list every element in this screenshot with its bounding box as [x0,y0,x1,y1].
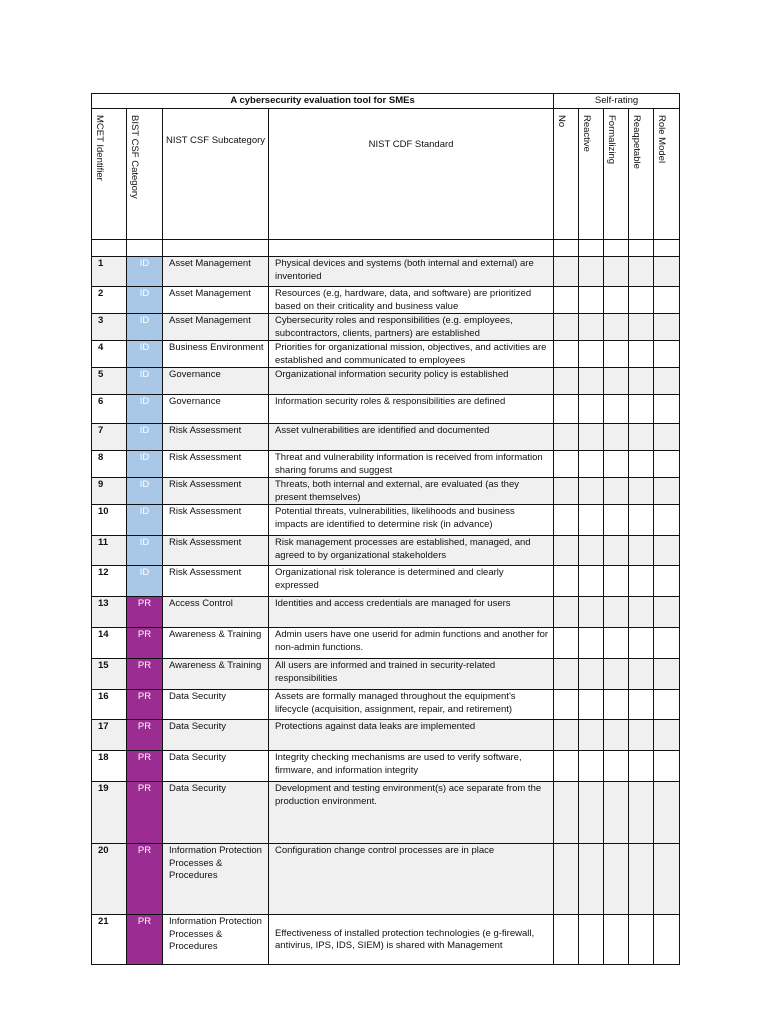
table-row [92,659,680,690]
mcet-identifier-cell: 13 [92,597,127,628]
rating-cell-repeatable[interactable] [629,536,654,566]
rating-cell-role-model[interactable] [654,915,680,965]
spacer-cell [604,240,629,257]
spacer-cell [579,240,604,257]
rating-cell-formalizing[interactable] [604,690,629,720]
table-row [92,314,680,341]
rating-cell-formalizing[interactable] [604,451,629,478]
spacer-cell [629,240,654,257]
rating-cell-repeatable[interactable] [629,505,654,536]
standard-cell: Risk management processes are established, managed, and agreed to by organizational stakeholders [269,536,554,566]
spacer-cell [654,240,680,257]
subcategory-cell: Awareness & Training [163,659,269,690]
rating-cell-no[interactable] [554,287,579,314]
rating-cell-reactive[interactable] [579,368,604,395]
standard-cell: Organizational information security policy is established [269,368,554,395]
rating-cell-repeatable[interactable] [629,287,654,314]
rating-cell-role-model[interactable] [654,424,680,451]
rating-cell-reactive[interactable] [579,314,604,341]
self-rating-header: Self-rating [554,94,680,109]
mcet-identifier-cell: 16 [92,690,127,720]
table-row [92,451,680,478]
table-row [92,628,680,659]
standard-cell: Assets are formally managed throughout the equipment's lifecycle (acquisition, assignment, repair, and retirement) [269,690,554,720]
subcategory-cell: Risk Assessment [163,536,269,566]
rating-cell-no[interactable] [554,368,579,395]
rating-cell-role-model[interactable] [654,720,680,751]
rating-cell-repeatable[interactable] [629,451,654,478]
table-row [92,395,680,424]
rating-cell-repeatable[interactable] [629,690,654,720]
rating-cell-role-model[interactable] [654,782,680,844]
subcategory-cell: Risk Assessment [163,451,269,478]
category-cell: PR [127,782,163,844]
standard-cell: Threats, both internal and external, are evaluated (as they present themselves) [269,478,554,505]
standard-cell: Cybersecurity roles and responsibilities (e.g. employees, subcontractors, clients, partners) are established [269,314,554,341]
mcet-identifier-cell: 5 [92,368,127,395]
mcet-identifier-cell: 11 [92,536,127,566]
spacer-cell [554,240,579,257]
rating-cell-formalizing[interactable] [604,257,629,287]
rating-cell-reactive[interactable] [579,536,604,566]
rating-cell-role-model[interactable] [654,566,680,597]
rating-cell-reactive[interactable] [579,395,604,424]
rating-cell-reactive[interactable] [579,478,604,505]
rating-cell-role-model[interactable] [654,505,680,536]
table-row [92,478,680,505]
rating-cell-repeatable[interactable] [629,751,654,782]
rating-cell-reactive[interactable] [579,915,604,965]
rating-cell-role-model[interactable] [654,659,680,690]
header-rating-repeatable: Reaqpetable [629,109,654,240]
rating-cell-formalizing[interactable] [604,395,629,424]
rating-cell-reactive[interactable] [579,505,604,536]
category-cell: ID [127,566,163,597]
category-cell: ID [127,536,163,566]
rating-cell-no[interactable] [554,751,579,782]
header-nist-subcategory: NIST CSF Subcategory [163,109,269,240]
rating-cell-role-model[interactable] [654,451,680,478]
mcet-identifier-cell: 2 [92,287,127,314]
mcet-identifier-cell: 10 [92,505,127,536]
mcet-identifier-cell: 1 [92,257,127,287]
table-title: A cybersecurity evaluation tool for SMEs [92,94,554,109]
subcategory-cell: Asset Management [163,314,269,341]
mcet-identifier-cell: 4 [92,341,127,368]
category-cell: ID [127,451,163,478]
table-row [92,566,680,597]
rating-cell-repeatable[interactable] [629,478,654,505]
category-cell: ID [127,341,163,368]
mcet-identifier-cell: 3 [92,314,127,341]
rating-cell-repeatable[interactable] [629,844,654,915]
mcet-identifier-cell: 15 [92,659,127,690]
rating-cell-reactive[interactable] [579,341,604,368]
rating-cell-role-model[interactable] [654,395,680,424]
header-rating-role-model: Role Model [654,109,680,240]
subcategory-cell: Risk Assessment [163,478,269,505]
standard-cell: Organizational risk tolerance is determined and clearly expressed [269,566,554,597]
standard-cell: Integrity checking mechanisms are used to verify software, firmware, and information integrity [269,751,554,782]
category-cell: PR [127,690,163,720]
rating-cell-no[interactable] [554,690,579,720]
rating-cell-role-model[interactable] [654,257,680,287]
rating-cell-role-model[interactable] [654,690,680,720]
subcategory-cell: Data Security [163,751,269,782]
table-row [92,751,680,782]
rating-cell-no[interactable] [554,628,579,659]
rating-cell-formalizing[interactable] [604,659,629,690]
spacer-cell [127,240,163,257]
rating-cell-formalizing[interactable] [604,628,629,659]
rating-cell-repeatable[interactable] [629,368,654,395]
mcet-identifier-cell: 21 [92,915,127,965]
table-row [92,257,680,287]
standard-cell: All users are informed and trained in security-related responsibilities [269,659,554,690]
rating-cell-reactive[interactable] [579,782,604,844]
standard-cell: Development and testing environment(s) ace separate from the production environment. [269,782,554,844]
rating-cell-repeatable[interactable] [629,424,654,451]
mcet-identifier-cell: 17 [92,720,127,751]
rating-cell-reactive[interactable] [579,424,604,451]
rating-cell-reactive[interactable] [579,690,604,720]
category-cell: ID [127,505,163,536]
table-row [92,368,680,395]
table-row [92,844,680,915]
rating-cell-reactive[interactable] [579,257,604,287]
subcategory-cell: Access Control [163,597,269,628]
rating-cell-repeatable[interactable] [629,314,654,341]
rating-cell-formalizing[interactable] [604,478,629,505]
rating-cell-formalizing[interactable] [604,314,629,341]
rating-cell-no[interactable] [554,536,579,566]
rating-cell-role-model[interactable] [654,314,680,341]
category-cell: PR [127,628,163,659]
rating-cell-repeatable[interactable] [629,257,654,287]
rating-cell-no[interactable] [554,424,579,451]
category-cell: ID [127,478,163,505]
rating-cell-repeatable[interactable] [629,782,654,844]
table-row [92,915,680,965]
subcategory-cell: Risk Assessment [163,424,269,451]
rating-cell-no[interactable] [554,478,579,505]
evaluation-table [91,93,680,965]
standard-cell: Resources (e.g, hardware, data, and software) are prioritized based on their criticality and business value [269,287,554,314]
table-row [92,597,680,628]
rating-cell-formalizing[interactable] [604,566,629,597]
spacer-cell [163,240,269,257]
rating-cell-repeatable[interactable] [629,597,654,628]
category-cell: PR [127,915,163,965]
standard-cell: Physical devices and systems (both internal and external) are inventoried [269,257,554,287]
rating-cell-repeatable[interactable] [629,566,654,597]
mcet-identifier-cell: 14 [92,628,127,659]
rating-cell-reactive[interactable] [579,451,604,478]
rating-cell-formalizing[interactable] [604,368,629,395]
rating-cell-formalizing[interactable] [604,915,629,965]
rating-cell-formalizing[interactable] [604,424,629,451]
standard-cell: Effectiveness of installed protection technologies (e g-firewall, antivirus, IPS, IDS, SIEM) is shared with Management [269,915,554,965]
subcategory-cell: Asset Management [163,287,269,314]
rating-cell-no[interactable] [554,395,579,424]
category-cell: ID [127,257,163,287]
rating-cell-reactive[interactable] [579,287,604,314]
rating-cell-role-model[interactable] [654,844,680,915]
spacer-cell [92,240,127,257]
subcategory-cell: Risk Assessment [163,566,269,597]
rating-cell-no[interactable] [554,720,579,751]
rating-cell-no[interactable] [554,597,579,628]
rating-cell-reactive[interactable] [579,628,604,659]
rating-cell-no[interactable] [554,782,579,844]
standard-cell: Threat and vulnerability information is received from information sharing forums and suggest [269,451,554,478]
standard-cell: Admin users have one userid for admin functions and another for non-admin functions. [269,628,554,659]
rating-cell-formalizing[interactable] [604,782,629,844]
standard-cell: Protections against data leaks are implemented [269,720,554,751]
standard-cell: Priorities for organizational mission, objectives, and activities are established and communicated to employees [269,341,554,368]
subcategory-cell: Asset Management [163,257,269,287]
rating-cell-formalizing[interactable] [604,505,629,536]
mcet-identifier-cell: 12 [92,566,127,597]
rating-cell-no[interactable] [554,257,579,287]
rating-cell-formalizing[interactable] [604,287,629,314]
table-row [92,536,680,566]
subcategory-cell: Business Environment [163,341,269,368]
rating-cell-no[interactable] [554,659,579,690]
category-cell: PR [127,659,163,690]
category-cell: PR [127,720,163,751]
mcet-identifier-cell: 18 [92,751,127,782]
subcategory-cell: Information Protection Processes & Procedures [163,844,269,915]
table-row [92,424,680,451]
category-cell: PR [127,751,163,782]
rating-cell-formalizing[interactable] [604,341,629,368]
subcategory-cell: Governance [163,395,269,424]
rating-cell-repeatable[interactable] [629,720,654,751]
category-cell: PR [127,597,163,628]
spacer-row [92,240,680,257]
standard-cell: Identities and access credentials are managed for users [269,597,554,628]
category-cell: PR [127,844,163,915]
header-rating-reactive: Reactive [579,109,604,240]
category-cell: ID [127,424,163,451]
subcategory-cell: Risk Assessment [163,505,269,536]
rating-cell-formalizing[interactable] [604,597,629,628]
table-body [92,240,680,965]
subcategory-cell: Data Security [163,690,269,720]
rating-cell-formalizing[interactable] [604,720,629,751]
rating-cell-no[interactable] [554,566,579,597]
category-cell: ID [127,395,163,424]
rating-cell-repeatable[interactable] [629,395,654,424]
rating-cell-reactive[interactable] [579,844,604,915]
subcategory-cell: Governance [163,368,269,395]
mcet-identifier-cell: 20 [92,844,127,915]
header-mcet-identifier: MCET Identifier [92,109,127,240]
rating-cell-no[interactable] [554,844,579,915]
rating-cell-role-model[interactable] [654,597,680,628]
rating-cell-reactive[interactable] [579,597,604,628]
table-row [92,690,680,720]
standard-cell: Information security roles & responsibilities are defined [269,395,554,424]
mcet-identifier-cell: 7 [92,424,127,451]
rating-cell-repeatable[interactable] [629,341,654,368]
rating-cell-reactive[interactable] [579,659,604,690]
category-cell: ID [127,314,163,341]
standard-cell: Configuration change control processes are in place [269,844,554,915]
rating-cell-role-model[interactable] [654,628,680,659]
table-row [92,720,680,751]
subcategory-cell: Data Security [163,720,269,751]
rating-cell-reactive[interactable] [579,751,604,782]
rating-cell-repeatable[interactable] [629,915,654,965]
mcet-identifier-cell: 6 [92,395,127,424]
header-bist-category: BIST CSF Category [127,109,163,240]
rating-cell-no[interactable] [554,451,579,478]
rating-cell-no[interactable] [554,314,579,341]
mcet-identifier-cell: 8 [92,451,127,478]
rating-cell-no[interactable] [554,341,579,368]
mcet-identifier-cell: 19 [92,782,127,844]
rating-cell-role-model[interactable] [654,287,680,314]
category-cell: ID [127,368,163,395]
rating-cell-repeatable[interactable] [629,659,654,690]
table-row [92,782,680,844]
rating-cell-no[interactable] [554,505,579,536]
rating-cell-formalizing[interactable] [604,536,629,566]
header-nist-standard: NIST CDF Standard [269,109,554,240]
standard-cell: Asset vulnerabilities are identified and documented [269,424,554,451]
rating-cell-formalizing[interactable] [604,751,629,782]
header-rating-formalizing: Formalizing [604,109,629,240]
standard-cell: Potential threats, vulnerabilities, likelihoods and business impacts are identified to determine risk (in advance) [269,505,554,536]
table-row [92,505,680,536]
subcategory-cell: Information Protection Processes & Procedures [163,915,269,965]
spacer-cell [269,240,554,257]
rating-cell-formalizing[interactable] [604,844,629,915]
rating-cell-repeatable[interactable] [629,628,654,659]
rating-cell-role-model[interactable] [654,536,680,566]
table-row [92,341,680,368]
rating-cell-no[interactable] [554,915,579,965]
mcet-identifier-cell: 9 [92,478,127,505]
rating-cell-reactive[interactable] [579,720,604,751]
subcategory-cell: Data Security [163,782,269,844]
category-cell: ID [127,287,163,314]
table-row [92,287,680,314]
rating-cell-role-model[interactable] [654,341,680,368]
header-rating-no: No [554,109,579,240]
rating-cell-role-model[interactable] [654,478,680,505]
rating-cell-reactive[interactable] [579,566,604,597]
rating-cell-role-model[interactable] [654,368,680,395]
rating-cell-role-model[interactable] [654,751,680,782]
subcategory-cell: Awareness & Training [163,628,269,659]
